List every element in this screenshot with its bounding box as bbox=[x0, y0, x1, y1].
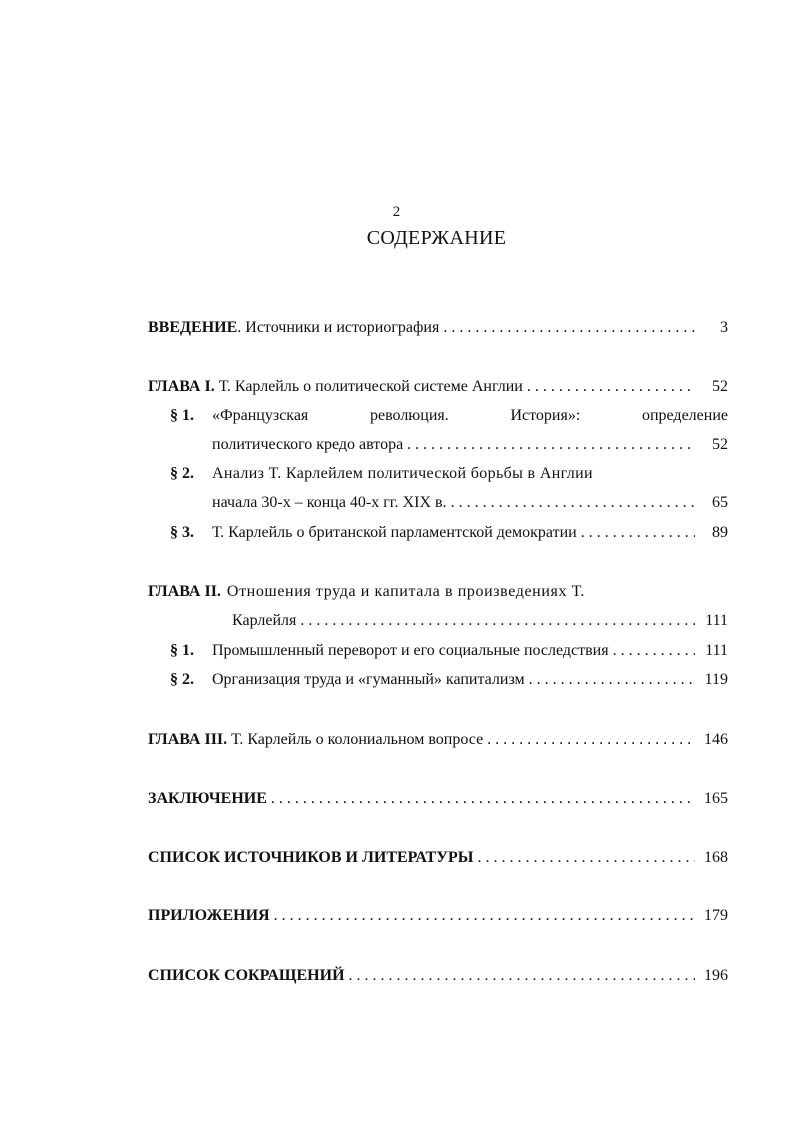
leader-dots bbox=[349, 963, 695, 989]
entry-heading: СПИСОК ИСТОЧНИКОВ И ЛИТЕРАТУРЫ bbox=[148, 849, 474, 866]
entry-page: 65 bbox=[712, 494, 728, 511]
section-title: Т. Карлейль о британской парламентской демократии bbox=[212, 524, 577, 541]
entry-page: 146 bbox=[704, 731, 728, 748]
entry-page: 111 bbox=[705, 612, 728, 629]
leader-dots bbox=[613, 638, 695, 664]
toc-entry-ch2-sec2[interactable] bbox=[170, 667, 728, 693]
entry-title-line1: Отношения труда и капитала в произведениях Т. bbox=[226, 583, 586, 600]
entry-heading: ГЛАВА II. bbox=[148, 583, 221, 600]
entry-page: 179 bbox=[704, 907, 728, 924]
toc-entry-ch1-sec2[interactable] bbox=[170, 461, 728, 487]
toc-entry-conclusion[interactable] bbox=[148, 786, 728, 812]
leader-dots bbox=[407, 432, 695, 458]
leader-dots bbox=[581, 520, 695, 546]
toc-entry-chapter-2-cont[interactable] bbox=[232, 608, 728, 634]
entry-page: 89 bbox=[712, 524, 728, 541]
leader-dots bbox=[529, 667, 695, 693]
toc-entry-abbreviations[interactable] bbox=[148, 963, 728, 989]
entry-title: Т. Карлейль о колониальном вопросе bbox=[227, 731, 484, 748]
section-number: § 1. bbox=[170, 642, 194, 659]
toc-entry-ch2-sec1[interactable] bbox=[170, 638, 728, 664]
entry-page: 111 bbox=[705, 642, 728, 659]
entry-title-line2: Карлейля bbox=[232, 612, 297, 629]
page-title: СОДЕРЖАНИЕ bbox=[366, 227, 507, 249]
toc-entry-introduction[interactable] bbox=[148, 315, 728, 341]
entry-heading: ПРИЛОЖЕНИЯ bbox=[148, 907, 270, 924]
section-title-line1: «Французская революция. История»: определение bbox=[212, 407, 728, 424]
toc-entry-ch1-sec1-cont[interactable] bbox=[170, 432, 728, 458]
toc-entry-appendix[interactable] bbox=[148, 903, 728, 929]
section-title: Промышленный переворот и его социальные последствия bbox=[212, 642, 609, 659]
section-title-line1: Анализ Т. Карлейлем политической борьбы в Англии bbox=[212, 465, 593, 482]
entry-page: 3 bbox=[720, 319, 728, 336]
leader-dots bbox=[477, 845, 695, 871]
entry-heading: ЗАКЛЮЧЕНИЕ bbox=[148, 790, 267, 807]
section-number: § 1. bbox=[170, 407, 194, 424]
entry-heading: ГЛАВА III. bbox=[148, 731, 228, 748]
entry-heading: ВВЕДЕНИЕ bbox=[148, 319, 238, 336]
toc-entry-ch1-sec2-cont[interactable] bbox=[170, 490, 728, 516]
section-title-line2: политического кредо автора bbox=[212, 436, 404, 453]
leader-dots bbox=[451, 490, 695, 516]
entry-page: 196 bbox=[704, 967, 728, 984]
toc-entry-chapter-3[interactable] bbox=[148, 727, 728, 753]
entry-heading: СПИСОК СОКРАЩЕНИЙ bbox=[148, 967, 345, 984]
toc-entry-ch1-sec1[interactable] bbox=[170, 403, 728, 429]
leader-dots bbox=[271, 786, 695, 812]
section-number: § 3. bbox=[170, 524, 194, 541]
section-title: Организация труда и «гуманный» капитализм bbox=[212, 671, 525, 688]
toc-entry-chapter-2[interactable] bbox=[148, 579, 728, 605]
entry-title: . Источники и историография bbox=[237, 319, 440, 336]
page-number: 2 bbox=[392, 204, 401, 220]
entry-title: Т. Карлейль о политической системе Англии bbox=[214, 378, 523, 395]
toc-entry-sources[interactable] bbox=[148, 845, 728, 871]
leader-dots bbox=[274, 903, 695, 929]
entry-page: 165 bbox=[704, 790, 728, 807]
section-title-line2: начала 30-х – конца 40-х гг. XIX в. bbox=[212, 494, 447, 511]
entry-page: 168 bbox=[704, 849, 728, 866]
leader-dots bbox=[487, 727, 695, 753]
toc-entry-ch1-sec3[interactable] bbox=[170, 520, 728, 546]
entry-heading: ГЛАВА I. bbox=[148, 378, 215, 395]
leader-dots bbox=[300, 608, 695, 634]
entry-page: 119 bbox=[704, 671, 728, 688]
toc-entry-chapter-1[interactable] bbox=[148, 374, 728, 400]
leader-dots bbox=[443, 315, 695, 341]
section-number: § 2. bbox=[170, 671, 194, 688]
leader-dots bbox=[527, 374, 695, 400]
entry-page: 52 bbox=[712, 436, 728, 453]
entry-page: 52 bbox=[712, 378, 728, 395]
section-number: § 2. bbox=[170, 465, 194, 482]
